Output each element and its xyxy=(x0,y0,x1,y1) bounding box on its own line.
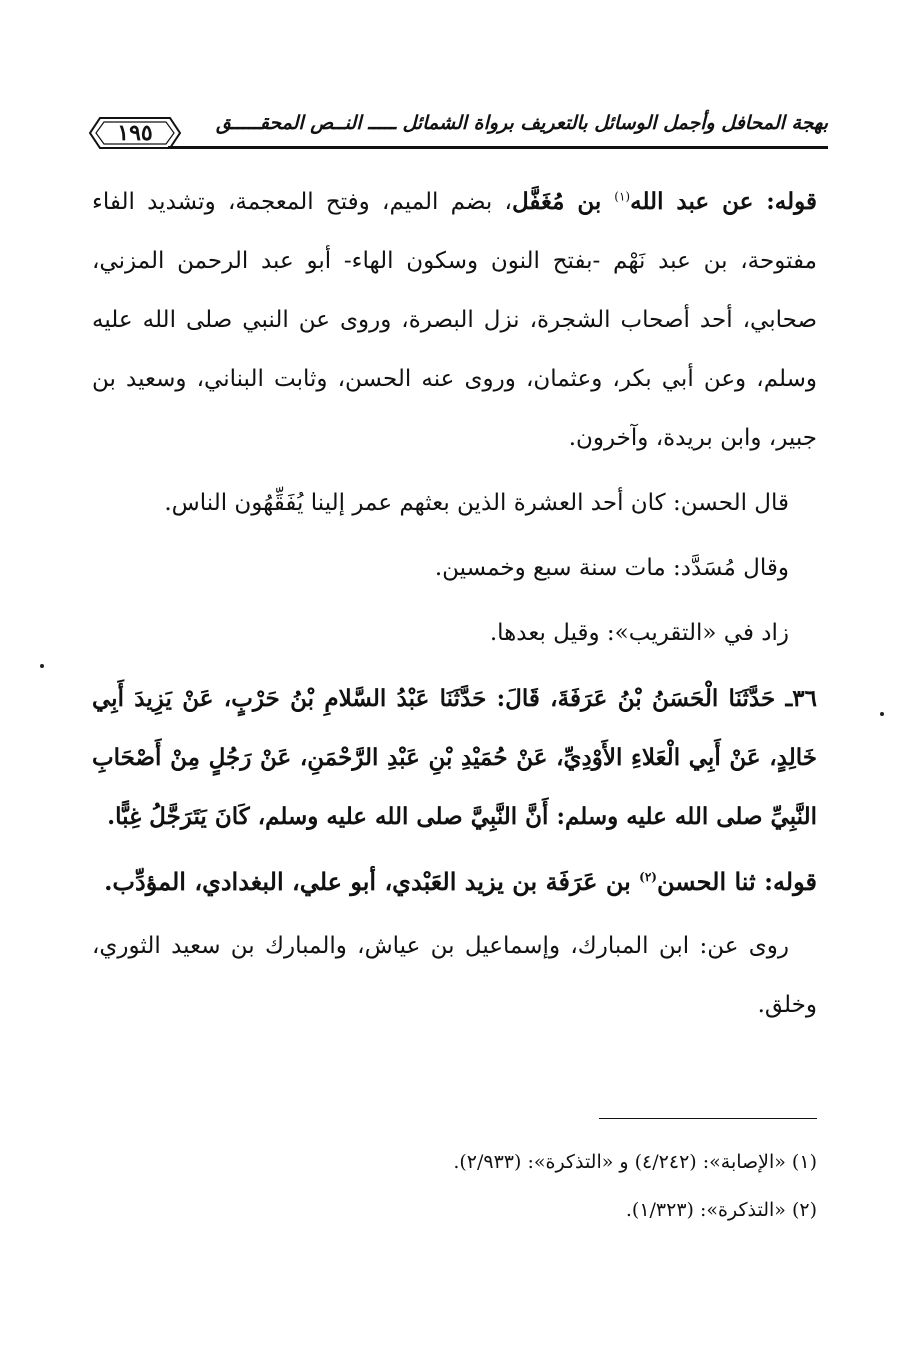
paragraph-3: وقال مُسَدَّد: مات سنة سبع وخمسين. xyxy=(434,555,789,581)
paragraph-4: زاد في «التقريب»: وقيل بعدها. xyxy=(489,620,789,646)
paragraph-text: بن عَرَفَة بن يزيد العَبْدي، أبو علي، البغدادي، المؤدِّب. xyxy=(104,867,640,896)
main-text xyxy=(92,172,817,1041)
paragraph-commentary-2 xyxy=(92,852,817,911)
footnote-separator xyxy=(599,1118,817,1119)
hadith-36: ٣٦ـ حَدَّثَنَا الْحَسَنُ بْنُ عَرَفَةَ، قَالَ: حَدَّثَنَا عَبْدُ السَّلامِ بْنُ حَرْبٍ، عَنْ يَزِيدَ أَبِي خَالِدٍ، عَنْ أَبِي الْعَلاءِ الأَوْدِيِّ، عَنْ حُمَيْدِ بْنِ عَبْدِ الرَّحْمَنِ، عَنْ رَجُلٍ مِنْ أَصْحَابِ النَّبِيِّ صلى الله عليه وسلم: أَنَّ النَّبِيَّ صلى الله عليه وسلم، كَانَ يَتَرَجَّلُ غِبًّا. xyxy=(92,685,817,830)
scan-speck xyxy=(40,664,44,668)
footnotes xyxy=(92,1138,817,1234)
footnote-2: (٢) «التذكرة»: (١/٣٢٣). xyxy=(625,1199,817,1221)
running-header xyxy=(88,104,828,154)
header-rule xyxy=(168,146,828,149)
footnote-ref-1: (١) xyxy=(614,189,631,204)
header-title: بهجة المحافل وأجمل الوسائل بالتعريف برواة الشمائل ـــــ النــص المحقـــــق xyxy=(216,112,828,134)
footnote-ref-2: (٢) xyxy=(639,870,657,884)
page-number-frame xyxy=(88,116,182,150)
page-number: ١٩٥ xyxy=(117,120,153,146)
paragraph-2: قال الحسن: كان أحد العشرة الذين بعثهم عمر إلينا يُفَقِّهُون الناس. xyxy=(164,490,789,516)
paragraph-7: روى عن: ابن المبارك، وإسماعيل بن عياش، والمبارك بن سعيد الثوري، وخلق. xyxy=(92,933,817,1018)
scan-speck xyxy=(880,712,884,716)
paragraph-text: ، بضم الميم، وفتح المعجمة، وتشديد الفاء مفتوحة، بن عبد نَهْم -بفتح النون وسكون الهاء- أبو عبد الرحمن المزني، صحابي، أحد أصحاب الشجرة، نزل البصرة، وروى عن النبي صلى الله عليه وسلم، وعن أبي بكر، وعثمان، وروى عنه الحسن، وثابت البناني، وسعيد بن جبير، وابن بريدة، وآخرون. xyxy=(92,189,817,451)
commentary-lead: قوله: ثنا الحسن xyxy=(656,867,817,896)
narrator-name: بن مُغَفَّل xyxy=(511,188,615,215)
paragraph-commentary-1 xyxy=(92,172,817,468)
footnote-1: (١) «الإصابة»: (٤/٢٤٢) و «التذكرة»: (٢/٩٣٣). xyxy=(453,1151,817,1173)
commentary-lead: قوله: عن عبد الله xyxy=(630,188,817,215)
